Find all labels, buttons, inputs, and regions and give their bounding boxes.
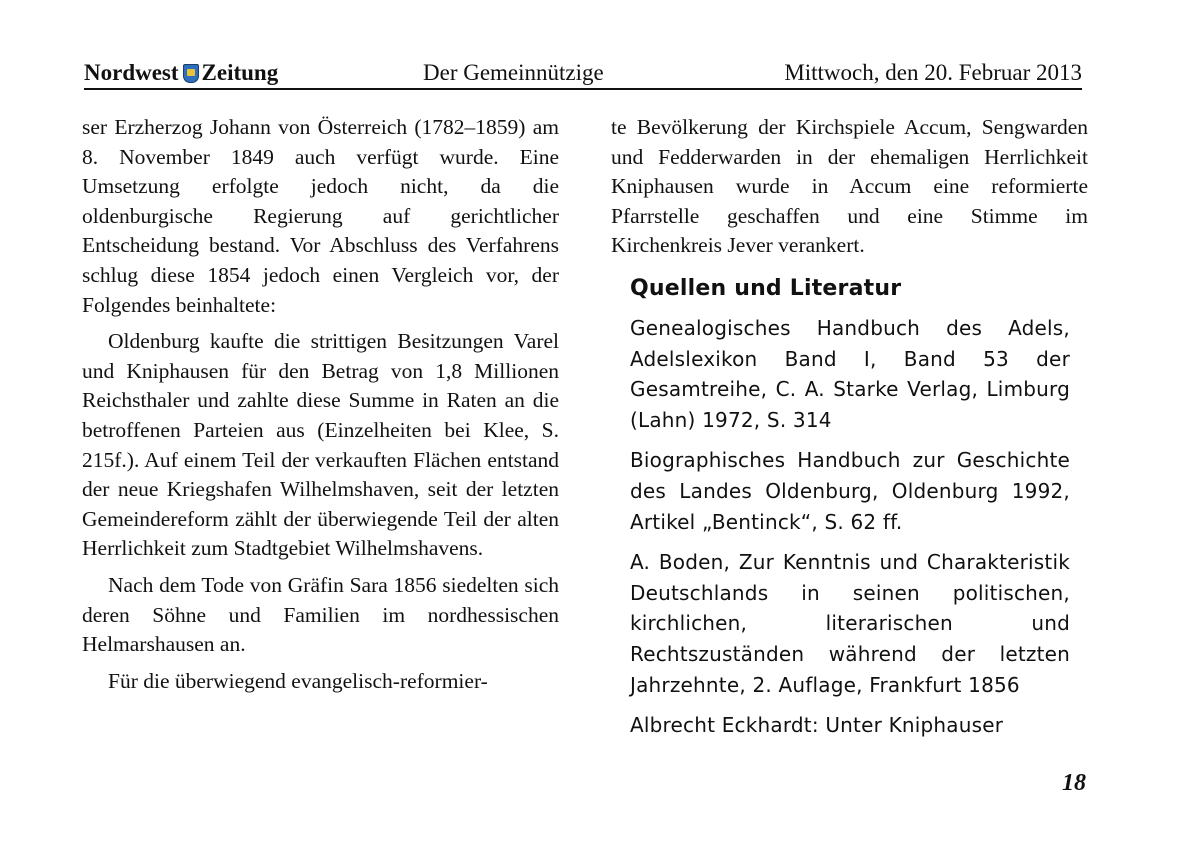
right-column xyxy=(611,113,1088,261)
coat-of-arms-icon xyxy=(183,64,199,83)
page-header xyxy=(84,58,1082,90)
literature-entry: A. Boden, Zur Kenntnis und Charakteristik Deutschlands in seinen politischen, kirchlichen, literarischen und Rechtszuständen während der letzten Jahrzehnte, 2. Auflage, Frankfurt 1856 xyxy=(630,550,1070,697)
literature-entry: Genealogisches Handbuch des Adels, Adelslexikon Band I, Band 53 der Gesamtreihe, C. A. Starke Verlag, Limburg (Lahn) 1972, S. 314 xyxy=(630,316,1070,432)
left-column xyxy=(82,113,559,703)
newspaper-name-part2: Zeitung xyxy=(201,60,279,85)
issue-date: Mittwoch, den 20. Februar 2013 xyxy=(784,60,1082,85)
newspaper-name-part1: Nordwest xyxy=(84,60,179,85)
literature-heading: Quellen und Literatur xyxy=(630,276,902,301)
literature-entry: Biographisches Handbuch zur Geschichte des Landes Oldenburg, Oldenburg 1992, Artikel „Bentinck“, S. 62 ff. xyxy=(630,448,1070,534)
body-paragraph: Oldenburg kaufte die strittigen Besitzungen Varel und Kniphausen für den Betrag von 1,8 Millionen Reichsthaler und zahlte diese Summe in Raten an die betroffenen Parteien aus (Einzelheiten bei Klee, S. 215f.). Auf einem Teil der verkauften Flächen entstand der neue Kriegshafen Wilhelmshaven, seit der letzten Gemeindereform zählt der überwiegende Teil der alten Herrlichkeit zum Stadtgebiet Wilhelmshavens. xyxy=(82,329,559,561)
literature-entry: Albrecht Eckhardt: Unter Kniphauser xyxy=(630,713,1004,738)
section-title: Der Gemeinnützige xyxy=(423,60,604,85)
newspaper-name xyxy=(84,60,278,86)
body-paragraph: Für die überwiegend evangelisch-reformier- xyxy=(108,668,488,693)
literature-section xyxy=(630,276,1070,751)
page-number: 18 xyxy=(1062,770,1086,796)
body-paragraph: ser Erzherzog Johann von Österreich (1782–1859) am 8. November 1849 auch verfügt wurde. Eine Umsetzung erfolgte jedoch nicht, da die oldenburgische Regierung auf gerichtlicher Entscheidung bestand. Vor Abschluss des Verfahrens schlug diese 1854 jedoch einen Vergleich vor, der Folgendes beinhaltete: xyxy=(82,115,559,317)
body-paragraph: Nach dem Tode von Gräfin Sara 1856 siedelten sich deren Söhne und Familien im nordhessischen Helmarshausen an. xyxy=(82,572,559,657)
body-paragraph: te Bevölkerung der Kirchspiele Accum, Sengwarden und Fedderwarden in der ehemaligen Herrlichkeit Kniphausen wurde in Accum eine reformierte Pfarrstelle geschaffen und eine Stimme im Kirchenkreis Jever verankert. xyxy=(611,115,1088,258)
